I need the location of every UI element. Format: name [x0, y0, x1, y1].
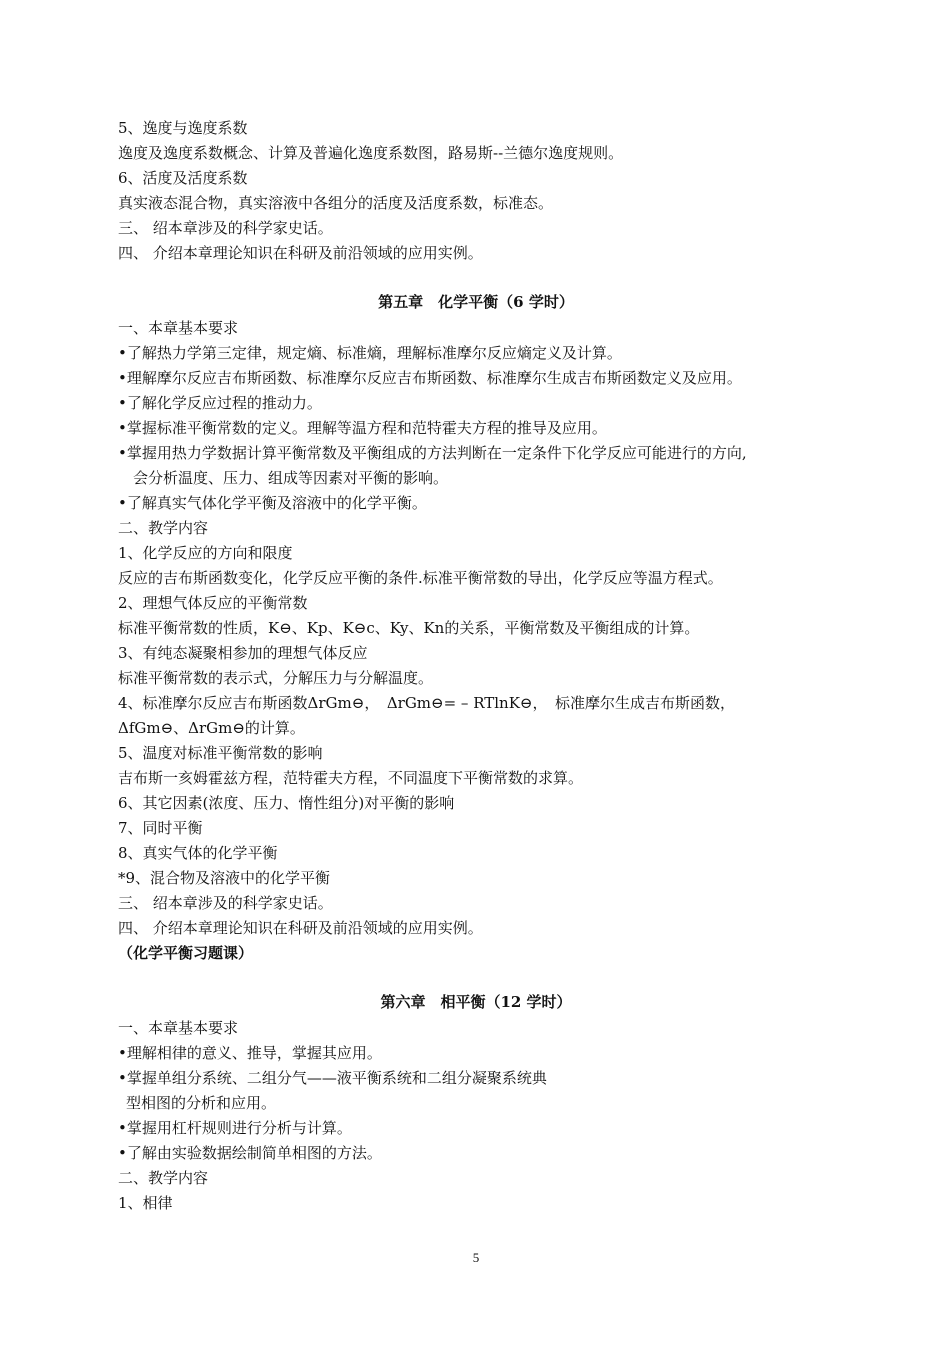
page-number: 5	[472, 1250, 480, 1265]
text-line: 8、真实气体的化学平衡	[118, 844, 278, 862]
text-line: 会分析温度、压力、组成等因素对平衡的影响。	[133, 469, 449, 487]
text-line: •了解真实气体化学平衡及溶液中的化学平衡。	[118, 494, 427, 512]
text-line: 6、活度及活度系数	[118, 169, 248, 187]
text-line: 标准平衡常数的表示式，分解压力与分解温度。	[118, 669, 434, 687]
text-line: 真实液态混合物，真实溶液中各组分的活度及活度系数，标准态。	[118, 194, 554, 212]
text-line: 1、化学反应的方向和限度	[118, 544, 293, 562]
text-line: 二、教学内容	[118, 519, 209, 537]
text-line: 7、同时平衡	[118, 819, 203, 837]
text-line: 四、 介绍本章理论知识在科研及前沿领域的应用实例。	[118, 919, 483, 937]
text-line: 逸度及逸度系数概念、计算及普遍化逸度系数图，路易斯--兰德尔逸度规则。	[118, 144, 624, 162]
text-line: •了解化学反应过程的推动力。	[118, 394, 322, 412]
text-line: •理解相律的意义、推导，掌握其应用。	[118, 1044, 382, 1062]
text-line: 2、理想气体反应的平衡常数	[118, 594, 308, 612]
text-line: 吉布斯一亥姆霍兹方程，范特霍夫方程，不同温度下平衡常数的求算。	[118, 769, 584, 787]
chapter-6-heading: 第六章 相平衡（12 学时）	[380, 993, 572, 1011]
text-line: •掌握用热力学数据计算平衡常数及平衡组成的方法判断在一定条件下化学反应可能进行的方向,	[118, 444, 747, 462]
text-line: 三、 绍本章涉及的科学家史话。	[118, 894, 333, 912]
text-line: ΔfGm⊖、ΔrGm⊖的计算。	[118, 719, 305, 737]
text-line: •理解摩尔反应吉布斯函数、标准摩尔反应吉布斯函数、标准摩尔生成吉布斯函数定义及应用。	[118, 369, 742, 387]
text-line: 反应的吉布斯函数变化，化学反应平衡的条件.标准平衡常数的导出，化学反应等温方程式。	[118, 569, 723, 587]
text-line: 4、标准摩尔反应吉布斯函数ΔrGm⊖， ΔrGm⊖= – RTlnK⊖， 标准摩尔生成吉布斯函数，	[118, 694, 735, 712]
chapter-5-heading: 第五章 化学平衡（6 学时）	[378, 293, 574, 311]
text-line: 6、其它因素(浓度、压力、惰性组分)对平衡的影响	[118, 794, 455, 812]
text-line: 四、 介绍本章理论知识在科研及前沿领域的应用实例。	[118, 244, 483, 262]
text-line: 5、逸度与逸度系数	[118, 119, 248, 137]
text-line: 1、相律	[118, 1194, 173, 1212]
text-line: 三、 绍本章涉及的科学家史话。	[118, 219, 333, 237]
text-line: 一、本章基本要求	[118, 319, 239, 337]
text-line: •掌握用杠杆规则进行分析与计算。	[118, 1119, 352, 1137]
text-line: 5、温度对标准平衡常数的影响	[118, 744, 323, 762]
text-line: •了解热力学第三定律，规定熵、标准熵，理解标准摩尔反应熵定义及计算。	[118, 344, 622, 362]
text-line: 型相图的分析和应用。	[126, 1094, 277, 1112]
exercise-class-note: （化学平衡习题课）	[118, 944, 254, 962]
text-line: 一、本章基本要求	[118, 1019, 239, 1037]
text-line: •掌握单组分系统、二组分气——液平衡系统和二组分凝聚系统典	[118, 1069, 547, 1087]
text-line: 标准平衡常数的性质，K⊖、Kp、K⊖c、Ky、Kn的关系，平衡常数及平衡组成的计算。	[118, 619, 700, 637]
text-line: 二、教学内容	[118, 1169, 209, 1187]
text-line: *9、混合物及溶液中的化学平衡	[118, 869, 331, 887]
text-line: 3、有纯态凝聚相参加的理想气体反应	[118, 644, 368, 662]
text-line: •掌握标准平衡常数的定义。理解等温方程和范特霍夫方程的推导及应用。	[118, 419, 607, 437]
text-line: •了解由实验数据绘制简单相图的方法。	[118, 1144, 382, 1162]
